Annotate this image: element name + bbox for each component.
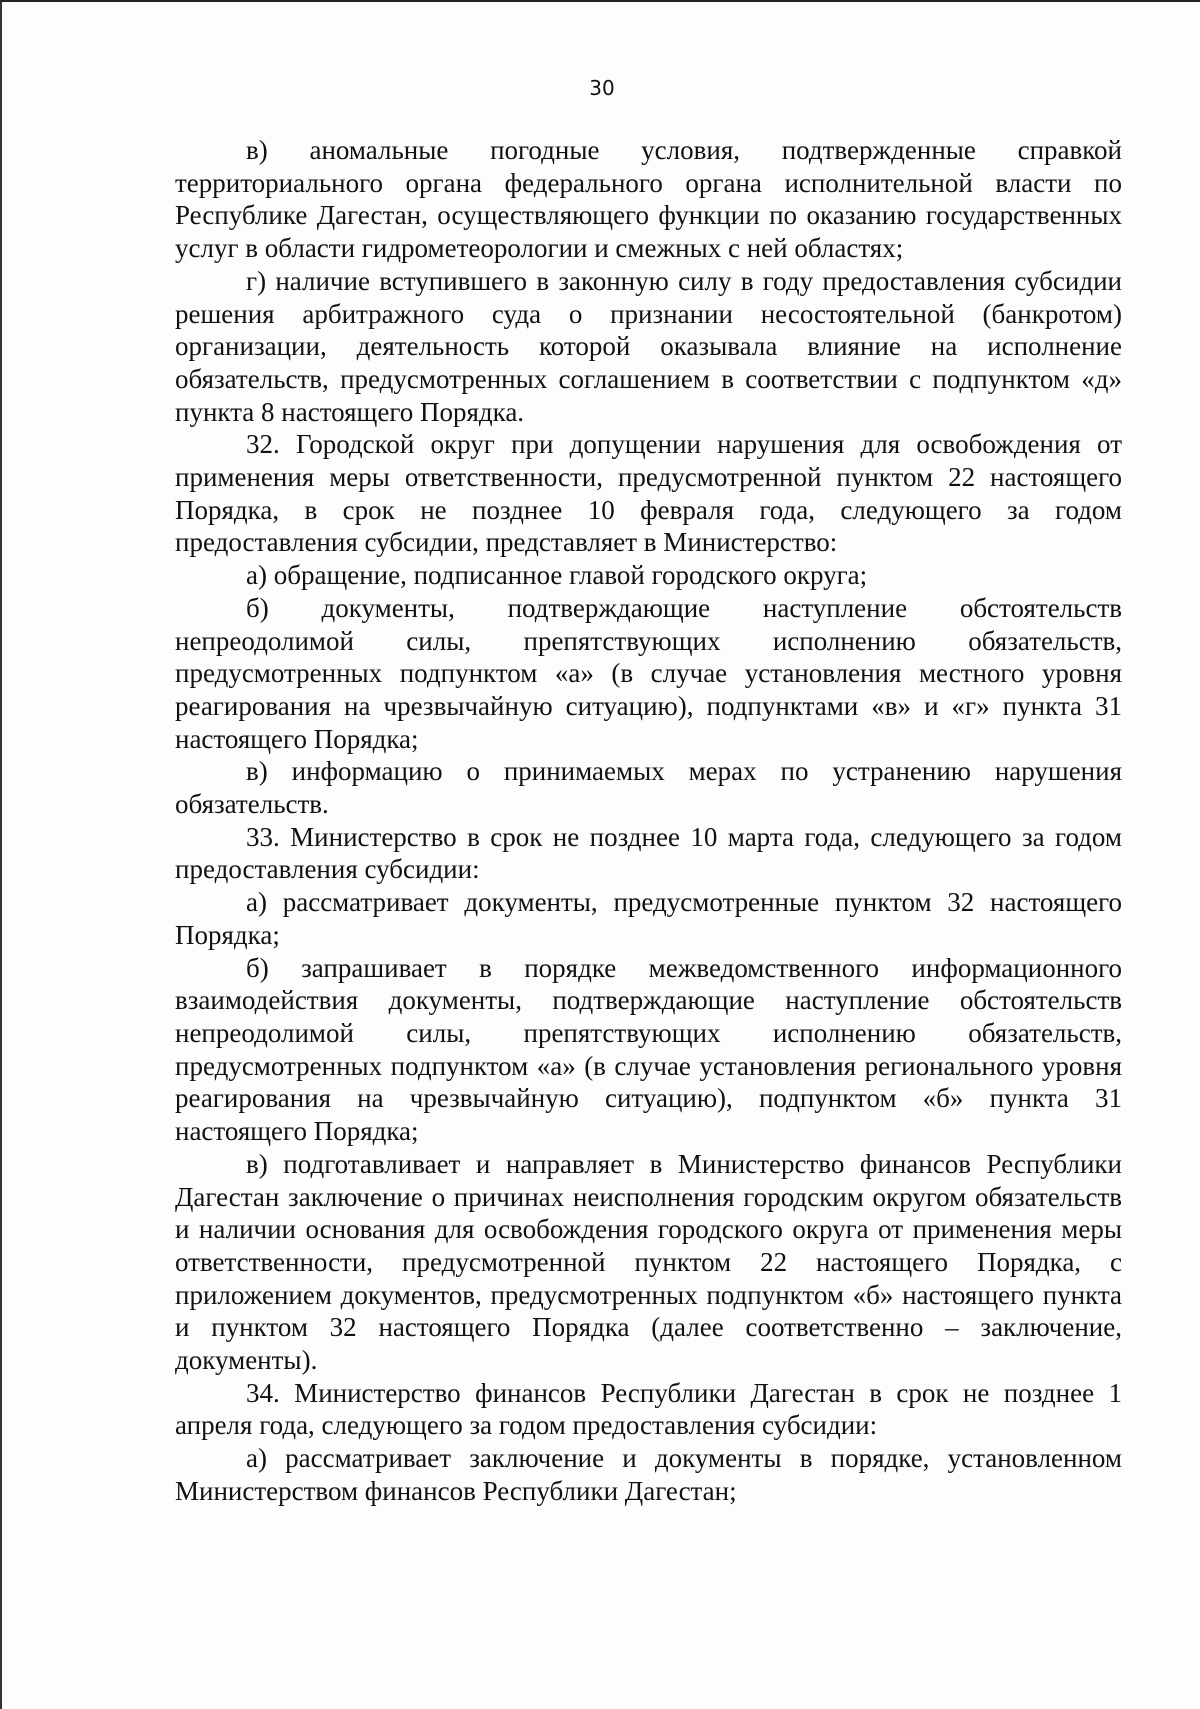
- paragraph-31-g: г) наличие вступившего в законную силу в году предоставления субсидии решения арбитражного суда о признании несостоятельной (банкротом) организации, деятельность которой оказывала влияние на исполнение обязательств, предусмотренных соглашением в соответствии с подпунктом «д» пункта 8 настоящего Порядка.: [175, 265, 1122, 427]
- paragraph-33-v: в) подготавливает и направляет в Министерство финансов Республики Дагестан заключение о причинах неисполнения городским округом обязательств и наличии основания для освобождения городского округа от применения меры ответственности, предусмотренной пунктом 22 настоящего Порядка, с приложением документов, предусмотренных подпунктом «б» настоящего пункта и пунктом 32 настоящего Порядка (далее соответственно – заключение, документы).: [175, 1148, 1122, 1376]
- paragraph-33-b: б) запрашивает в порядке межведомственного информационного взаимодействия документы, подтверждающие наступление обстоятельств непреодолимой силы, препятствующих исполнению обязательств, предусмотренных подпунктом «а» (в случае установления регионального уровня реагирования на чрезвычайную ситуацию), подпунктом «б» пункта 31 настоящего Порядка;: [175, 952, 1122, 1147]
- paragraph-32-a: а) обращение, подписанное главой городского округа;: [246, 560, 868, 591]
- paragraph-32-b: б) документы, подтверждающие наступление обстоятельств непреодолимой силы, препятствующих исполнению обязательств, предусмотренных подпунктом «а» (в случае установления местного уровня реагирования на чрезвычайную ситуацию), подпунктами «в» и «г» пункта 31 настоящего Порядка;: [175, 592, 1122, 754]
- paragraph-34: 34. Министерство финансов Республики Дагестан в срок не позднее 1 апреля года, следующего за годом предоставления субсидии:: [175, 1377, 1122, 1441]
- paragraph-32: 32. Городской округ при допущении нарушения для освобождения от применения меры ответственности, предусмотренной пунктом 22 настоящего Порядка, в срок не позднее 10 февраля года, следующего за годом предоставления субсидии, представляет в Министерство:: [175, 429, 1122, 558]
- paragraph-32-v: в) информацию о принимаемых мерах по устранению нарушения обязательств.: [175, 756, 1122, 820]
- document-body: [175, 134, 1122, 1508]
- paragraph-33: 33. Министерство в срок не позднее 10 марта года, следующего за годом предоставления субсидии:: [175, 821, 1122, 885]
- paragraph-33-a: а) рассматривает документы, предусмотренные пунктом 32 настоящего Порядка;: [175, 887, 1122, 950]
- paragraph-31-v: в) аномальные погодные условия, подтвержденные справкой территориального органа федерального органа исполнительной власти по Республике Дагестан, осуществляющего функции по оказанию государственных услуг в области гидрометеорологии и смежных с ней областях;: [175, 135, 1122, 264]
- paragraph-34-a: а) рассматривает заключение и документы в порядке, установленном Министерством финансов Республики Дагестан;: [175, 1443, 1122, 1506]
- page-number: 30: [589, 76, 615, 100]
